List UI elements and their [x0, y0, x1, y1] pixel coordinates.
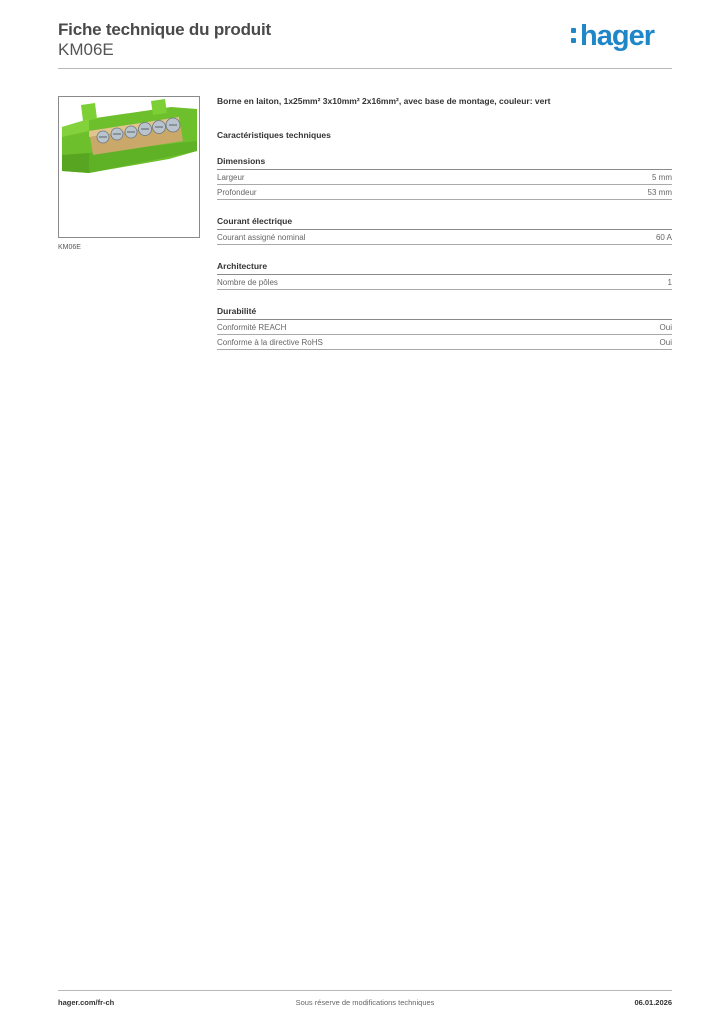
spec-label: Conforme à la directive RoHS — [217, 338, 323, 347]
group-title: Dimensions — [217, 156, 672, 170]
footer-disclaimer: Sous réserve de modifications techniques — [295, 998, 435, 1007]
product-details — [217, 96, 672, 350]
product-code: KM06E — [58, 40, 114, 59]
spec-row — [217, 320, 672, 335]
spec-value: Oui — [659, 323, 672, 332]
logo-dots-icon — [571, 28, 576, 48]
image-caption: KM06E — [58, 244, 81, 251]
spec-label: Nombre de pôles — [217, 278, 278, 287]
page-header — [58, 20, 672, 70]
hager-logo — [580, 20, 654, 53]
spec-row — [217, 185, 672, 200]
group-durability — [217, 306, 672, 350]
footer-divider — [58, 990, 672, 991]
group-title: Durabilité — [217, 306, 672, 320]
spec-row — [217, 335, 672, 350]
page-title: Fiche technique du produit — [58, 20, 271, 39]
spec-label: Profondeur — [217, 188, 257, 197]
spec-label: Courant assigné nominal — [217, 233, 306, 242]
footer-date: 06.01.2026 — [634, 998, 672, 1007]
group-dimensions — [217, 156, 672, 200]
spec-value: 53 mm — [647, 188, 672, 197]
spec-row — [217, 275, 672, 290]
spec-label: Largeur — [217, 173, 245, 182]
group-architecture — [217, 261, 672, 290]
spec-value: 60 A — [655, 233, 672, 242]
spec-row — [217, 230, 672, 245]
spec-row — [217, 170, 672, 185]
product-description: Borne en laiton, 1x25mm² 3x10mm² 2x16mm², avec base de montage, couleur: vert — [217, 96, 551, 106]
group-title: Architecture — [217, 261, 672, 275]
terminal-block-icon — [59, 97, 199, 237]
header-divider — [58, 68, 672, 69]
spec-label: Conformité REACH — [217, 323, 287, 332]
spec-value: 5 mm — [652, 173, 672, 182]
spec-value: 1 — [667, 278, 672, 287]
spec-value: Oui — [659, 338, 672, 347]
product-image — [58, 96, 200, 238]
group-title: Courant électrique — [217, 216, 672, 230]
characteristics-title: Caractéristiques techniques — [217, 130, 331, 140]
logo-text: hager — [580, 20, 654, 52]
footer-website-link[interactable]: hager.com/fr-ch — [58, 998, 115, 1007]
group-electrical — [217, 216, 672, 245]
